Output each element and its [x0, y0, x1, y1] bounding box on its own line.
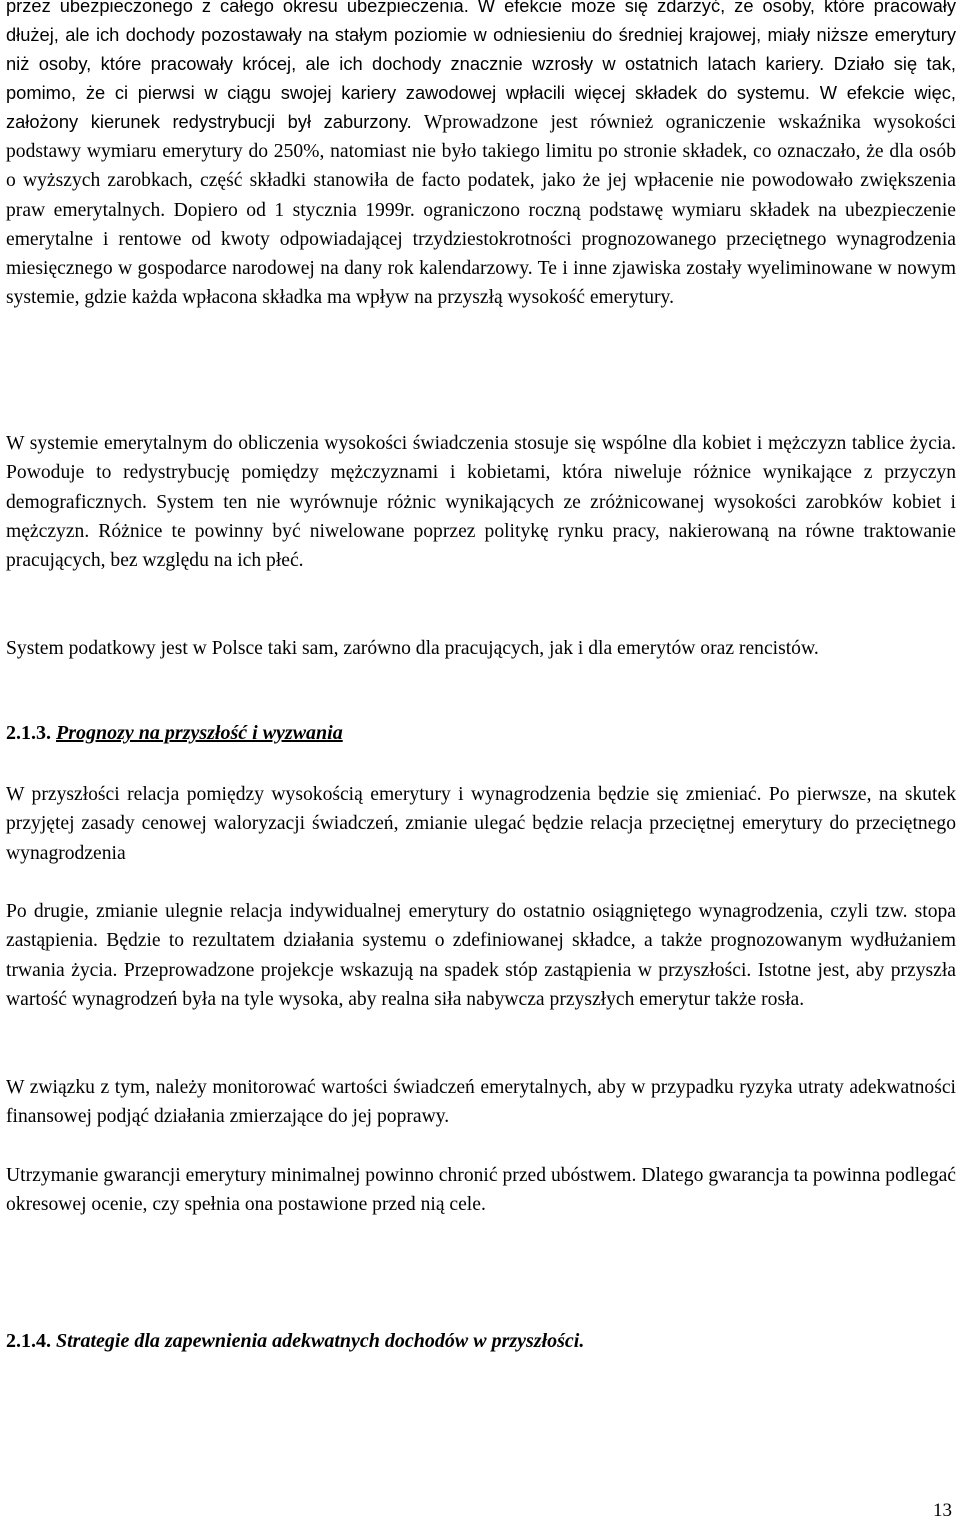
section-number: 2.1.4. [6, 1330, 51, 1352]
paragraph-tax-system: System podatkowy jest w Polsce taki sam, zarówno dla pracujących, jak i dla emerytów oraz rencistów. [6, 638, 819, 659]
section-title: Strategie dla zapewnienia adekwatnych dochodów w przyszłości. [56, 1330, 585, 1352]
section-title: Prognozy na przyszłość i wyzwania [56, 722, 343, 744]
paragraph-part-sans: przez ubezpieczonego z całego okresu ubezpieczenia. W efekcie może się zdarzyć, że osoby, które pracowały dłużej, ale ich dochody pozostawały na stałym poziomie w odniesieniu do średniej krajowej, miały niższe emerytury niż osoby, które pracowały krócej, ale ich dochody znacznie wzrosły w ostatnich latach kariery. Działo się tak, pomimo, że ci pierwsi w ciągu swojej kariery zawodowej wpłacili więcej składek do systemu. W efekcie więc, założony kierunek redystrybucji był zaburzony. [6, 0, 956, 132]
paragraph-minimum-pension: Utrzymanie gwarancji emerytury minimalnej powinno chronić przed ubóstwem. Dlatego gwarancja ta powinna podlegać okresowej ocenie, czy spełnia ona postawione przed nią cele. [6, 1165, 956, 1216]
page-number: 13 [933, 1500, 952, 1521]
paragraph-part-serif: Wprowadzone jest również ograniczenie wskaźnika wysokości podstawy wymiaru emerytury do 250%, natomiast nie było takiego limitu po stronie składek, co oznaczało, że dla osób o wyższych zarobkach, część składki stanowiła de facto podatek, jako że jej wpłacenie nie powodowało zwiększenia praw emerytalnych. Dopiero od 1 stycznia 1999r. ograniczono roczną podstawę wymiaru składek na ubezpieczenie emerytalne i rentowe od kwoty odpowiadającej trzydziestokrotności prognozowanego przeciętnego wynagrodzenia miesięcznego w gospodarce narodowej na dany rok kalendarzowy. Te i inne zjawiska zostały wyeliminowane w nowym systemie, gdzie każda wpłacona składka ma wpływ na przyszłą wysokość emerytury. [6, 111, 957, 309]
section-heading-2-1-3 [6, 722, 343, 745]
section-number: 2.1.3. [6, 722, 51, 744]
paragraph-replacement-rate: Po drugie, zmianie ulegnie relacja indywidualnej emerytury do ostatnio osiągniętego wynagrodzenia, czyli tzw. stopa zastąpienia. Będzie to rezultatem działania systemu o zdefiniowanej składce, a także prognozowanym wydłużaniem trwania życia. Przeprowadzone projekcje wskazują na spadek stóp zastąpienia w przyszłości. Istotne jest, aby przyszła wartość wynagrodzeń była na tyle wysoka, aby realna siła nabywcza przyszłych emerytur także rosła. [6, 901, 956, 1010]
section-heading-2-1-4 [6, 1330, 584, 1353]
paragraph-future-relation: W przyszłości relacja pomiędzy wysokością emerytury i wynagrodzenia będzie się zmieniać. Po pierwsze, na skutek przyjętej zasady cenowej waloryzacji świadczeń, zmianie ulegać będzie relacja przeciętnej emerytury do przeciętnego wynagrodzenia [6, 784, 956, 864]
paragraph-monitoring: W związku z tym, należy monitorować wartości świadczeń emerytalnych, aby w przypadku ryzyka utraty adekwatności finansowej podjąć działania zmierzające do jej poprawy. [6, 1077, 956, 1128]
paragraph-pension-history [6, 0, 956, 313]
paragraph-life-tables: W systemie emerytalnym do obliczenia wysokości świadczenia stosuje się wspólne dla kobiet i mężczyzn tablice życia. Powoduje to redystrybucję pomiędzy mężczyznami i kobietami, która niweluje różnice wynikające z przyczyn demograficznych. System ten nie wyrównuje różnic wynikających ze zróżnicowanej wysokości zarobków kobiet i mężczyzn. Różnice te powinny być niwelowane poprzez politykę rynku pracy, nakierowaną na równe traktowanie pracujących, bez względu na ich płeć. [6, 433, 956, 572]
